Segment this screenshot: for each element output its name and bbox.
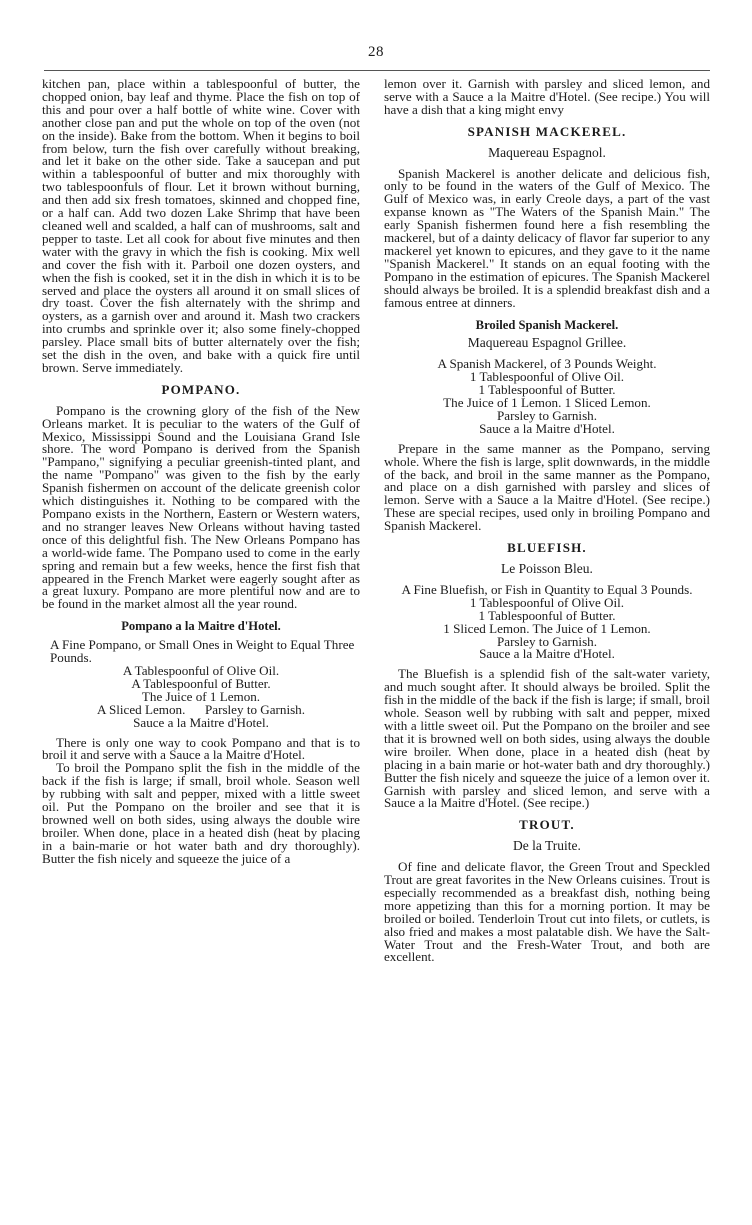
bluefish-subtitle: Le Poisson Bleu. <box>501 561 593 576</box>
pompano-method-steps: To broil the Pompano split the fish in the middle of the back if the fish is large; if small, broil whole. Season well by rubbing with salt and pepper, mixed with a little sweet oil. Put the Pompano on the broiler and see that it is browned well on both sides, using always the double wire broiler. When done, place in a heated dish (heat by placing in a bain-marie or hot water bath and dry thoroughly). Butter the fish nicely and squeeze the juice of a <box>42 760 360 866</box>
spanish-mackerel-heading: SPANISH MACKEREL. <box>467 123 627 139</box>
ingredient-line: A Tablespoonful of Butter. <box>131 675 271 691</box>
ingredient-line: Sauce a la Maitre d'Hotel. <box>133 714 269 730</box>
ingredient-line: A Fine Pompano, or Small Ones in Weight to Equal Three Pounds. <box>50 637 355 666</box>
ingredient-line: Parsley to Garnish. <box>496 633 597 649</box>
bluefish-method: The Bluefish is a splendid fish of the salt-water variety, and much sought after. It should always be broiled. Split the fish in the middle of the back if the fish is large; if small, broil whole. Season well by rubbing with salt and pepper, mixed with a little sweet oil. Put the Pompano on the broiler and see that it is browned well on both sides, using always the double wire broiler. When done, place in a heated dish (heat by placing in a bain marie or hot-water bath and dry thoroughly.) Butter the fish nicely and squeeze the juice of a lemon over it. Garnish with parsley and sliced lemon, and serve with a Sauce a la Maitre d'Hotel. (See recipe.) <box>384 666 710 811</box>
pompano-method-intro: There is only one way to cook Pompano and that is to broil it and serve with a Sauce a la Maitre d'Hotel. <box>42 734 360 763</box>
bluefish-heading: BLUEFISH. <box>507 540 587 556</box>
ingredient-line: The Juice of 1 Lemon. 1 Sliced Lemon. <box>443 395 651 411</box>
bluefish-ingredients <box>384 581 710 662</box>
trout-description: Of fine and delicate flavor, the Green Trout and Speckled Trout are great favorites in the New Orleans cuisines. Trout is especially recommended as a breakfast dish, nothing being more appetizing than this for a morning portion. It may be broiled or boiled. Tenderloin Trout cut into filets, or cutlets, is also fried and makes a most palatable dish. We have the Salt-Water Trout and the Fresh-Water Trout, and both are excellent. <box>384 859 710 965</box>
pompano-recipe-heading: Pompano a la Maitre d'Hotel. <box>121 619 281 634</box>
broiled-mackerel-method: Prepare in the same manner as the Pompano, serving whole. Where the fish is large, split downwards, in the middle of the back, and broil in the same manner as the Pompano, and place on a dish garnished with parsley and slices of lemon. Serve with a Sauce a la Maitre d'Hotel. (See recipe.) These are special recipes, used only in broiling Pompano and Spanish Mackerel. <box>384 440 710 534</box>
broiled-mackerel-heading: Broiled Spanish Mackerel. <box>475 317 619 332</box>
page-number: 28 <box>368 44 384 60</box>
pompano-description: Pompano is the crowning glory of the fish of the New Orleans market. It is peculiar to the waters of the Gulf of Mexico, Mississippi Sound and the Louisiana Grand Isle shore. The word Pompano is derived from the Spanish "Pampano," signifying a peculiar greenish-tinted plant, and the name "Pompano" was given to the fish by the early Spanish fishermen on account of the delicate greenish color which distinguishes it. Nothing to be compared with the Pompano exists in the Northern, Eastern or Western waters, and no stranger leaves New Orleans without having tasted once of this delightful fish. The New Orleans Pompano has a world-wide fame. The Pompano used to come in the early spring and remain but a few weeks, hence the first fish that appeared in the French Market were eagerly sought after as a great luxury. Pompano are more plentiful now and are to be found in the market almost all the year round. <box>42 402 360 612</box>
broiled-mackerel-subtitle: Maquereau Espagnol Grillee. <box>467 335 627 351</box>
left-column <box>42 78 360 1209</box>
ingredient-line: A Tablespoonful of Olive Oil. <box>122 662 280 678</box>
ingredient-line: A Spanish Mackerel, of 3 Pounds Weight. <box>437 356 657 372</box>
ingredient-line: 1 Tablespoonful of Butter. <box>478 607 616 623</box>
ingredient-line: 1 Tablespoonful of Olive Oil. <box>469 369 625 385</box>
ingredient-line: 1 Tablespoonful of Olive Oil. <box>469 594 625 610</box>
ingredient-line: Sauce a la Maitre d'Hotel. <box>479 420 615 436</box>
ingredient-line: 1 Tablespoonful of Butter. <box>478 382 616 398</box>
ingredient-line: Sauce a la Maitre d'Hotel. <box>479 646 615 662</box>
ingredient-line: The Juice of 1 Lemon. <box>141 688 261 704</box>
ingredient-line: Parsley to Garnish. <box>496 407 597 423</box>
pompano-heading: POMPANO. <box>161 381 241 397</box>
spanish-mackerel-subtitle: Maquereau Espagnol. <box>488 144 606 160</box>
header-rule <box>44 70 710 71</box>
pompano-ingredients <box>42 639 360 729</box>
trout-heading: TROUT. <box>519 817 575 833</box>
pompano-method-continued: lemon over it. Garnish with parsley and sliced lemon, and serve with a Sauce a la Maitre d'Hotel. (See recipe.) You will have a dish that a king might envy <box>384 76 710 117</box>
continued-recipe-text: kitchen pan, place within a tablespoonful of butter, the chopped onion, bay leaf and thyme. Place the fish on top of this and pour over a half bottle of white wine. Cover with another close pan and put the whole on top of the oven (not on the inside). Bake from the bottom. When it begins to boil from below, turn the fish over carefully without breaking, and let it bake on the other side. Take a saucepan and put within a tablespoonful of butter and mix thoroughly with two tablespoonfuls of flour. Let it brown without burning, and then add six fresh tomatoes, skinned and chopped fine, or a half can. Add two dozen Lake Shrimp that have been cleaned well and scalded, a half can of mushrooms, salt and pepper to taste. Let all cook for about five minutes and then water with the gravy in which the fish is cooking. Mix well and cover the fish with it. Parboil one dozen oysters, and when the fish is cooked, set it in the dish in which it is to be served and place the oysters all around it on small slices of dry toast. Cover the fish alternately with the shrimp and oysters, as a garnish over and around it. Mash two crackers into crumbs and sprinkle over it; also some finely-chopped parsley. Place small bits of butter alternately over the fish; set the dish in the oven, and bake with a quick fire until brown. Serve immediately. <box>42 76 360 375</box>
broiled-mackerel-ingredients <box>384 358 710 435</box>
ingredient-line: 1 Sliced Lemon. The Juice of 1 Lemon. <box>443 620 651 636</box>
spanish-mackerel-description: Spanish Mackerel is another delicate and delicious fish, only to be found in the waters of the Gulf of Mexico. The Gulf of Mexico was, in early Creole days, a part of the vast expanse known as "The Waters of the Spanish Main." The early Spanish fishermen found here a fish resembling the mackerel, but of a dainty delicacy of flavor far superior to any mackerel yet known to epicures, and they gave to it the name "Spanish Mackerel." It stands on an equal footing with the Pompano in the estimation of epicures. The Spanish Mackerel should always be broiled. It is a splendid breakfast dish and a famous entree at dinners. <box>384 165 710 310</box>
right-column <box>384 78 710 1209</box>
trout-subtitle: De la Truite. <box>513 838 581 854</box>
ingredient-line: A Sliced Lemon. Parsley to Garnish. <box>96 701 306 717</box>
ingredient-line: A Fine Bluefish, or Fish in Quantity to Equal 3 Pounds. <box>401 581 693 597</box>
